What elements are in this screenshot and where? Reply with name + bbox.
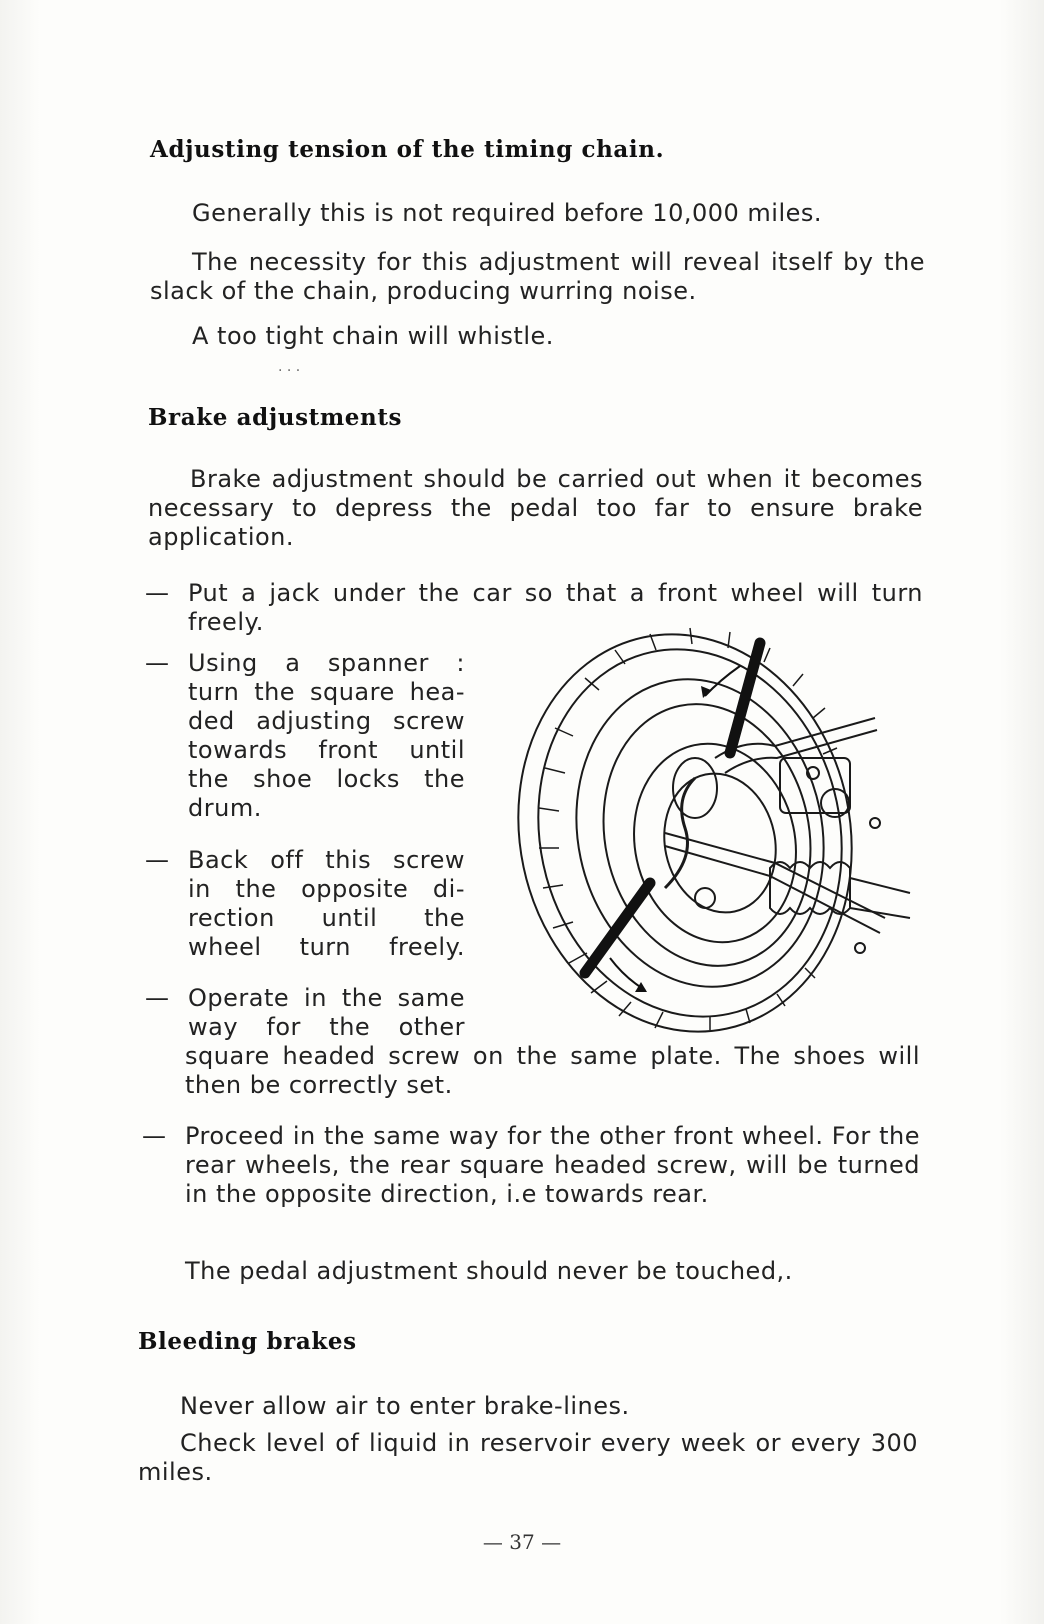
step-proceed: Proceed in the same way for the other front wheel. For the rear wheels, the rear square headed screw, will be turned in the opposite direction, i.e towards rear. [185, 1122, 920, 1208]
print-speck: · · · [278, 363, 301, 379]
paragraph-pedal-note: The pedal adjustment should never be touched,. [185, 1257, 793, 1285]
step-line: Using a spanner : [188, 649, 465, 677]
step-spanner [188, 649, 465, 823]
step-dash: — [145, 846, 169, 874]
paragraph-bleeding-1: Never allow air to enter brake-lines. [180, 1392, 630, 1420]
step-dash: — [145, 984, 169, 1012]
step-line: towards front until [188, 736, 465, 764]
page-number: — 37 — [482, 1530, 562, 1554]
step-back-off [188, 846, 465, 962]
front-wheel-brake-assembly-drawing [515, 618, 915, 1038]
step-dash: — [142, 1122, 166, 1150]
step-line: turn the square hea- [188, 678, 465, 706]
step-line: Operate in the same [188, 984, 465, 1012]
step-jack: Put a jack under the car so that a front wheel will turn freely. [188, 579, 923, 636]
step-line: ded adjusting screw [188, 707, 465, 735]
step-operate-continued: square headed screw on the same plate. The shoes will then be correctly set. [185, 1042, 920, 1099]
paragraph-timing-2: The necessity for this adjustment will reveal itself by the slack of the chain, producing wurring noise. [150, 248, 925, 305]
step-line: wheel turn freely. [188, 933, 465, 961]
wheel-illustration-icon [515, 618, 915, 1038]
section-heading-brake-adjustments: Brake adjustments [148, 404, 403, 431]
step-line: Back off this screw [188, 846, 465, 874]
step-operate [188, 984, 465, 1042]
paragraph-timing-3: A too tight chain will whistle. [192, 322, 554, 350]
step-dash: — [145, 649, 169, 677]
section-heading-timing-chain: Adjusting tension of the timing chain. [150, 136, 665, 163]
step-line: the shoe locks the [188, 765, 465, 793]
step-dash: — [145, 579, 169, 607]
step-line: rection until the [188, 904, 465, 932]
paragraph-timing-1: Generally this is not required before 10,000 miles. [192, 199, 823, 227]
step-line: way for the other [188, 1013, 465, 1041]
section-heading-bleeding-brakes: Bleeding brakes [138, 1328, 357, 1355]
step-line: in the opposite di- [188, 875, 465, 903]
paragraph-bleeding-2: Check level of liquid in reservoir every week or every 300 miles. [138, 1429, 918, 1486]
step-line: drum. [188, 794, 262, 822]
paragraph-brake-intro: Brake adjustment should be carried out when it becomes necessary to depress the pedal too far to ensure brake application. [148, 465, 923, 551]
